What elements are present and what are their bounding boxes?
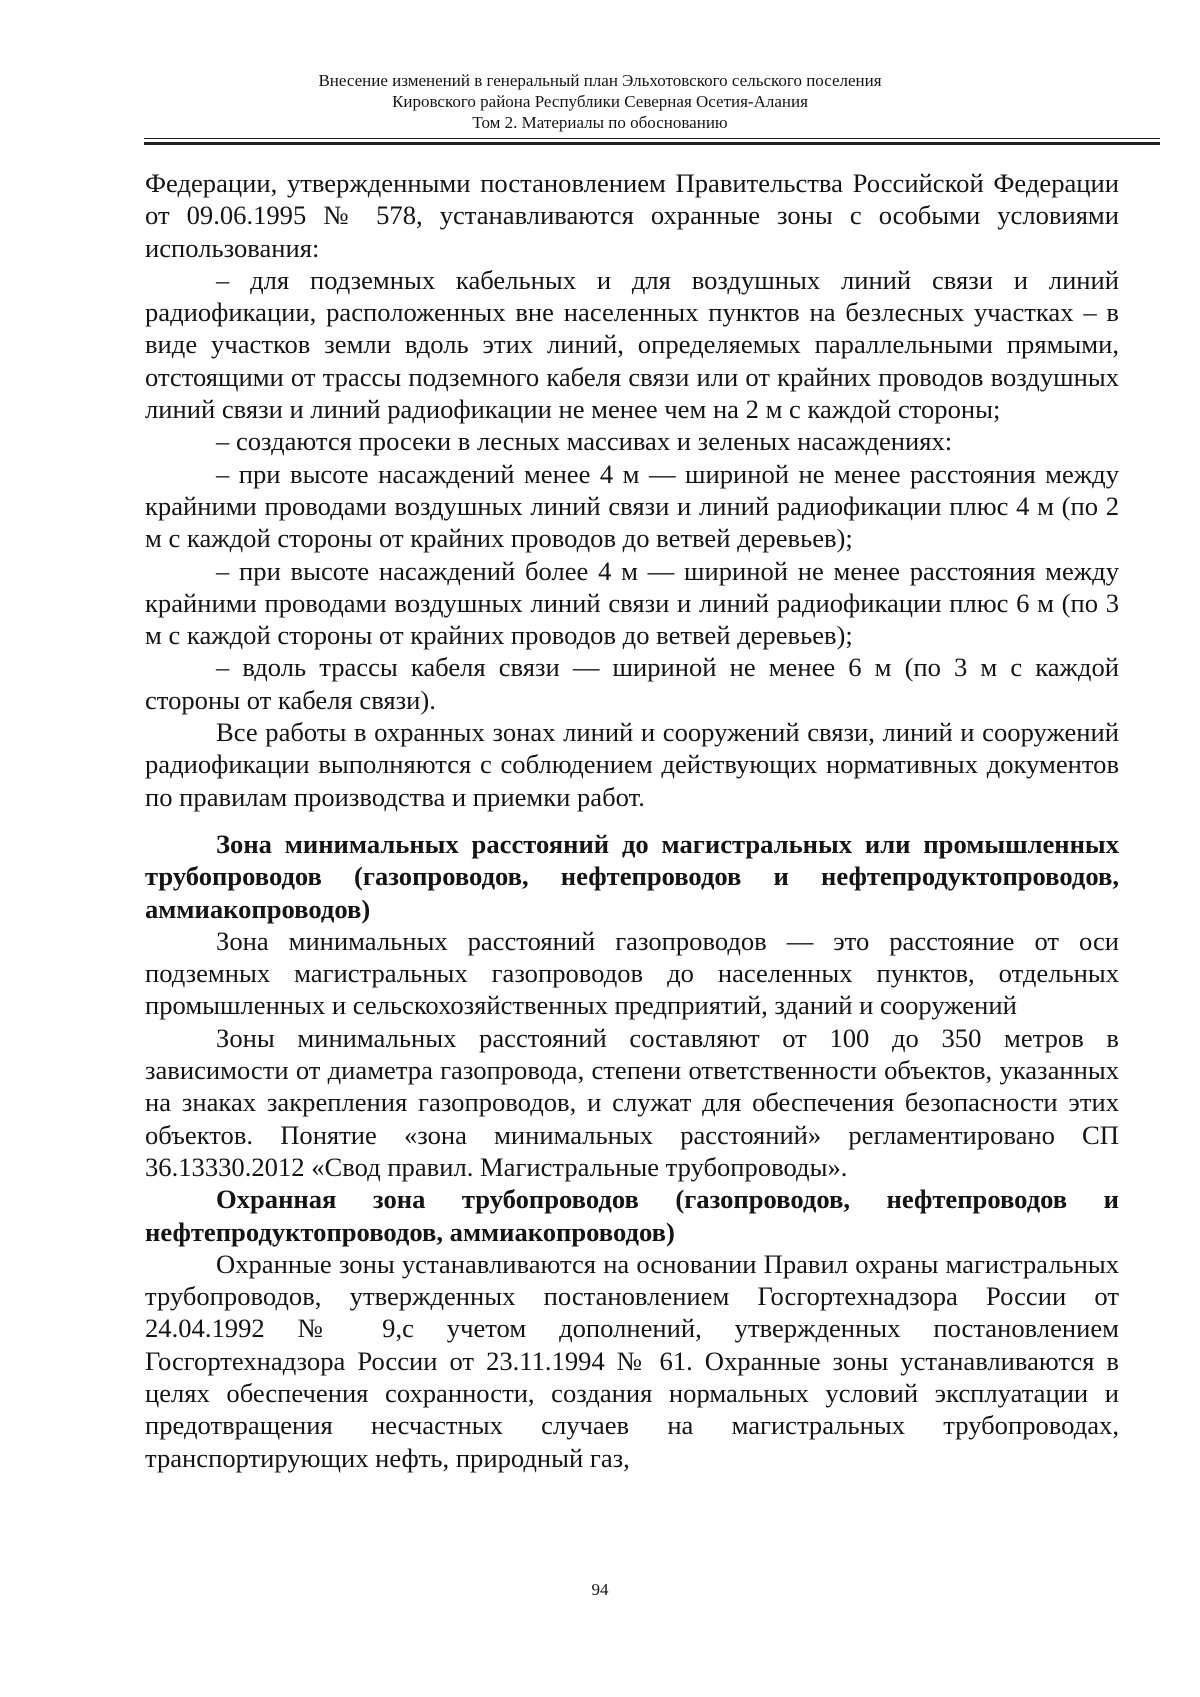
list-item-under-4m: – при высоте насаждений менее 4 м — шириной не менее расстояния между крайними проводами воздушных линий связи и линий радиофикации плюс 4 м (по 2 м с каждой стороны от крайних проводов до ветвей деревьев); <box>145 458 1119 554</box>
header-rule-thin <box>144 138 1160 139</box>
paragraph-min-distance-values: Зоны минимальных расстояний составляют от 100 до 350 метров в зависимости от диаметра газопровода, степени ответственности объектов, указанных на знаках закрепления газопроводов, и служат для обеспечения безопасности этих объектов. Понятие «зона минимальных расстояний» регламентировано СП 36.13330.2012 «Свод правил. Магистральные трубопроводы». <box>145 1022 1119 1182</box>
paragraph-min-distance-definition: Зона минимальных расстояний газопроводов — это расстояние от оси подземных магистральных газопроводов до населенных пунктов, отдельных промышленных и сельскохозяйственных предприятий, зданий и сооружений <box>145 925 1119 1021</box>
header-line-3: Том 2. Материалы по обоснованию <box>472 113 728 132</box>
paragraph-intro: Федерации, утвержденными постановлением Правительства Российской Федерации от 09.06.1995 № 578, устанавливаются охранные зоны с особыми условиями использования: <box>145 168 1119 263</box>
paragraph-protection-zone: Охранные зоны устанавливаются на основании Правил охраны магистральных трубопроводов, утвержденных постановлением Госгортехнадзора России от 24.04.1992 № 9,с учетом дополнений, утвержденных постановлением Госгортехнадзора России от 23.11.1994 № 61. Охранные зоны устанавливаются в целях обеспечения сохранности, создания нормальных условий эксплуатации и предотвращения несчастных случаев на магистральных трубопроводах, транспортирующих нефть, природный газ, <box>145 1248 1119 1473</box>
page-number: 94 <box>591 1580 609 1599</box>
list-item-cable-route: – вдоль трассы кабеля связи — шириной не менее 6 м (по 3 м с каждой стороны от кабеля связи). <box>145 652 1119 715</box>
paragraph-works: Все работы в охранных зонах линий и сооружений связи, линий и сооружений радиофикации выполняются с соблюдением действующих нормативных документов по правилам производства и приемки работ. <box>145 717 1119 812</box>
list-item-clearings: – создаются просеки в лесных массивах и зеленых насаждениях: <box>216 426 953 457</box>
section-heading-protection-zone: Охранная зона трубопроводов (газопроводов, нефтепроводов и нефтепродуктопроводов, аммиакопроводов) <box>145 1184 1119 1247</box>
list-item-underground-cable: – для подземных кабельных и для воздушных линий связи и линий радиофикации, расположенных вне населенных пунктов на безлесных участках – в виде участков земли вдоль этих линий, определяемых параллельными прямыми, отстоящими от трассы подземного кабеля связи или от крайних проводов воздушных линий связи и линий радиофикации не менее чем на 2 м с каждой стороны; <box>145 264 1119 425</box>
section-heading-min-distance: Зона минимальных расстояний до магистральных или промышленных трубопроводов (газопроводов, нефтепроводов и нефтепродуктопроводов, аммиакопроводов) <box>145 828 1119 924</box>
header-rule-thick <box>144 142 1160 145</box>
header-line-1: Внесение изменений в генеральный план Эльхотовского сельского поселения <box>318 71 882 90</box>
header-line-2: Кировского района Республики Северная Осетия-Алания <box>392 92 808 111</box>
list-item-over-4m: – при высоте насаждений более 4 м — шириной не менее расстояния между крайними проводами воздушных линий связи и линий радиофикации плюс 6 м (по 3 м с каждой стороны от крайних проводов до ветвей деревьев); <box>145 555 1119 651</box>
document-body <box>145 167 1119 1474</box>
page-header <box>144 70 1056 133</box>
